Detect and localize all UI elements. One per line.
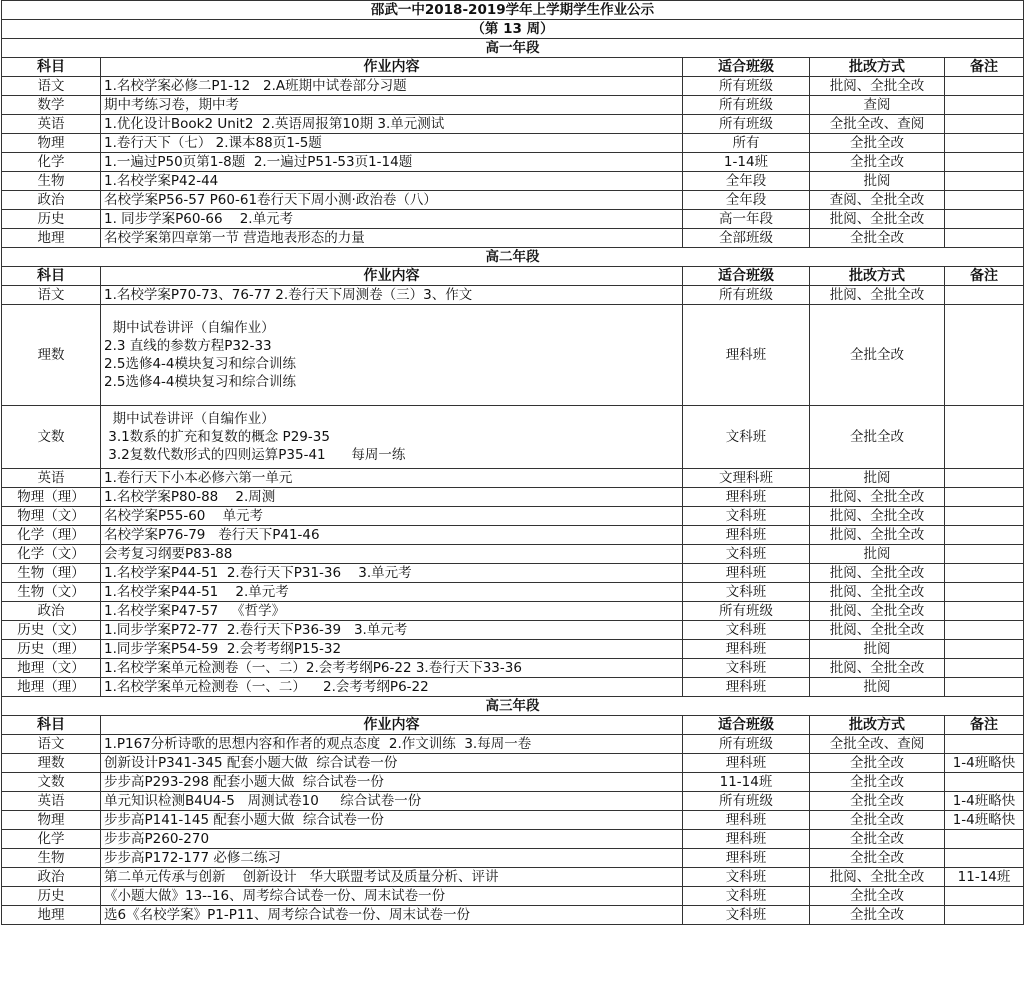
classes-cell: 11-14班 xyxy=(683,773,810,792)
marking-cell: 批阅、全批全改 xyxy=(810,488,945,507)
marking-cell: 查阅、全批全改 xyxy=(810,191,945,210)
classes-cell: 理科班 xyxy=(683,488,810,507)
classes-cell: 全年段 xyxy=(683,191,810,210)
classes-cell: 文科班 xyxy=(683,659,810,678)
marking-cell: 批阅 xyxy=(810,545,945,564)
classes-cell: 理科班 xyxy=(683,830,810,849)
table-row xyxy=(2,134,1024,153)
header-row xyxy=(2,58,1024,77)
col-subject-header: 科目 xyxy=(2,267,101,286)
content-cell xyxy=(101,115,683,134)
content-line: 选6《名校学案》P1-P11、周考综合试卷一份、周末试卷一份 xyxy=(104,907,471,923)
note-cell xyxy=(945,564,1024,583)
note-cell xyxy=(945,305,1024,406)
table-row xyxy=(2,153,1024,172)
marking-cell: 批阅 xyxy=(810,640,945,659)
table-row xyxy=(2,640,1024,659)
subject-cell: 化学 xyxy=(2,830,101,849)
note-cell: 1-4班略快 xyxy=(945,792,1024,811)
subject-cell: 化学 xyxy=(2,153,101,172)
note-cell xyxy=(945,830,1024,849)
classes-cell: 理科班 xyxy=(683,811,810,830)
content-line: 1.名校学案P70-73、76-77 2.卷行天下周测卷（三）3、作文 xyxy=(104,287,473,303)
classes-cell: 所有班级 xyxy=(683,115,810,134)
content-line: 1.优化设计Book2 Unit2 2.英语周报第10期 3.单元测试 xyxy=(104,116,445,132)
week-row xyxy=(2,20,1024,39)
content-line: 步步高P141-145 配套小题大做 综合试卷一份 xyxy=(104,812,384,828)
content-line: 《小题大做》13--16、周考综合试卷一份、周末试卷一份 xyxy=(104,888,446,904)
note-cell xyxy=(945,153,1024,172)
marking-cell: 批阅 xyxy=(810,469,945,488)
col-note-header: 备注 xyxy=(945,716,1024,735)
note-cell xyxy=(945,887,1024,906)
content-cell xyxy=(101,305,683,406)
table-row xyxy=(2,191,1024,210)
content-line: 1.名校学案单元检测卷（一、二） 2.会考考纲P6-22 xyxy=(104,679,429,695)
note-cell xyxy=(945,172,1024,191)
note-cell xyxy=(945,286,1024,305)
note-cell xyxy=(945,583,1024,602)
table-row xyxy=(2,754,1024,773)
content-cell xyxy=(101,868,683,887)
content-cell xyxy=(101,191,683,210)
classes-cell: 所有班级 xyxy=(683,735,810,754)
table-row xyxy=(2,887,1024,906)
grade-title: 高二年段 xyxy=(2,248,1024,267)
subject-cell: 地理（理） xyxy=(2,678,101,697)
subject-cell: 政治 xyxy=(2,602,101,621)
content-cell xyxy=(101,469,683,488)
content-line: 1.卷行天下（七） 2.课本88页1-5题 xyxy=(104,135,322,151)
subject-cell: 物理（文） xyxy=(2,507,101,526)
content-cell xyxy=(101,621,683,640)
content-line: 单元知识检测B4U4-5 周测试卷10 综合试卷一份 xyxy=(104,793,422,809)
note-cell xyxy=(945,526,1024,545)
note-cell xyxy=(945,406,1024,469)
col-marking-header: 批改方式 xyxy=(810,716,945,735)
subject-cell: 政治 xyxy=(2,191,101,210)
subject-cell: 地理（文） xyxy=(2,659,101,678)
classes-cell: 理科班 xyxy=(683,849,810,868)
classes-cell: 文科班 xyxy=(683,887,810,906)
col-note-header: 备注 xyxy=(945,58,1024,77)
subject-cell: 生物 xyxy=(2,849,101,868)
subject-cell: 生物（理） xyxy=(2,564,101,583)
classes-cell: 理科班 xyxy=(683,305,810,406)
marking-cell: 全批全改 xyxy=(810,811,945,830)
content-cell xyxy=(101,659,683,678)
marking-cell: 批阅、全批全改 xyxy=(810,621,945,640)
subject-cell: 化学（文） xyxy=(2,545,101,564)
marking-cell: 全批全改 xyxy=(810,229,945,248)
content-line: 第二单元传承与创新 创新设计 华大联盟考试及质量分析、评讲 xyxy=(104,869,499,885)
table-row xyxy=(2,773,1024,792)
content-cell xyxy=(101,286,683,305)
marking-cell: 全批全改 xyxy=(810,773,945,792)
subject-cell: 语文 xyxy=(2,77,101,96)
subject-cell: 文数 xyxy=(2,406,101,469)
marking-cell: 批阅、全批全改 xyxy=(810,526,945,545)
grade-title: 高一年段 xyxy=(2,39,1024,58)
content-line: 1.一遍过P50页第1-8题 2.一遍过P51-53页1-14题 xyxy=(104,154,413,170)
content-cell xyxy=(101,602,683,621)
classes-cell: 所有班级 xyxy=(683,286,810,305)
marking-cell: 全批全改 xyxy=(810,134,945,153)
note-cell xyxy=(945,191,1024,210)
subject-cell: 地理 xyxy=(2,229,101,248)
table-row xyxy=(2,659,1024,678)
marking-cell: 全批全改 xyxy=(810,754,945,773)
subject-cell: 物理 xyxy=(2,134,101,153)
marking-cell: 全批全改 xyxy=(810,849,945,868)
marking-cell: 批阅、全批全改 xyxy=(810,210,945,229)
table-row xyxy=(2,406,1024,469)
classes-cell: 所有班级 xyxy=(683,792,810,811)
marking-cell: 批阅、全批全改 xyxy=(810,583,945,602)
title-row xyxy=(2,1,1024,20)
marking-cell: 批阅、全批全改 xyxy=(810,602,945,621)
header-row xyxy=(2,716,1024,735)
subject-cell: 英语 xyxy=(2,115,101,134)
marking-cell: 批阅、全批全改 xyxy=(810,659,945,678)
table-row xyxy=(2,172,1024,191)
note-cell xyxy=(945,735,1024,754)
col-marking-header: 批改方式 xyxy=(810,58,945,77)
homework-table xyxy=(1,0,1024,925)
col-classes-header: 适合班级 xyxy=(683,716,810,735)
table-row xyxy=(2,792,1024,811)
col-marking-header: 批改方式 xyxy=(810,267,945,286)
note-cell xyxy=(945,469,1024,488)
header-row xyxy=(2,267,1024,286)
subject-cell: 语文 xyxy=(2,735,101,754)
marking-cell: 批阅 xyxy=(810,678,945,697)
content-line: 1.名校学案P80-88 2.周测 xyxy=(104,489,276,505)
content-cell xyxy=(101,526,683,545)
marking-cell: 全批全改 xyxy=(810,305,945,406)
week-label: （第 13 周） xyxy=(2,20,1024,39)
subject-cell: 历史 xyxy=(2,210,101,229)
col-content-header: 作业内容 xyxy=(101,58,683,77)
content-line: 1.名校学案P42-44 xyxy=(104,173,219,189)
note-cell xyxy=(945,545,1024,564)
classes-cell: 理科班 xyxy=(683,640,810,659)
classes-cell: 文科班 xyxy=(683,507,810,526)
classes-cell: 全部班级 xyxy=(683,229,810,248)
subject-cell: 生物（文） xyxy=(2,583,101,602)
content-line: 步步高P293-298 配套小题大做 综合试卷一份 xyxy=(104,774,384,790)
table-row xyxy=(2,906,1024,925)
table-row xyxy=(2,830,1024,849)
content-cell xyxy=(101,906,683,925)
note-cell xyxy=(945,210,1024,229)
table-row xyxy=(2,735,1024,754)
content-cell xyxy=(101,545,683,564)
content-cell xyxy=(101,77,683,96)
content-line: 3.1数系的扩充和复数的概念 P29-35 xyxy=(104,429,330,445)
table-row xyxy=(2,602,1024,621)
note-cell xyxy=(945,229,1024,248)
grade-row xyxy=(2,248,1024,267)
marking-cell: 全批全改 xyxy=(810,792,945,811)
content-line: 会考复习纲要P83-88 xyxy=(104,546,233,562)
content-line: 2.3 直线的参数方程P32-33 xyxy=(104,338,272,354)
table-body xyxy=(2,1,1024,925)
table-row xyxy=(2,210,1024,229)
marking-cell: 全批全改 xyxy=(810,153,945,172)
subject-cell: 英语 xyxy=(2,469,101,488)
content-cell xyxy=(101,811,683,830)
note-cell xyxy=(945,906,1024,925)
content-cell xyxy=(101,229,683,248)
marking-cell: 全批全改 xyxy=(810,406,945,469)
table-row xyxy=(2,286,1024,305)
classes-cell: 理科班 xyxy=(683,678,810,697)
content-line: 期中考练习卷，期中考 xyxy=(104,97,239,113)
table-row xyxy=(2,115,1024,134)
content-line: 1.名校学案单元检测卷（一、二）2.会考考纲P6-22 3.卷行天下33-36 xyxy=(104,660,522,676)
table-row xyxy=(2,488,1024,507)
content-line: 1.名校学案P44-51 2.卷行天下P31-36 3.单元考 xyxy=(104,565,412,581)
marking-cell: 批阅、全批全改 xyxy=(810,868,945,887)
classes-cell: 理科班 xyxy=(683,564,810,583)
marking-cell: 批阅、全批全改 xyxy=(810,507,945,526)
content-line: 名校学案P55-60 单元考 xyxy=(104,508,264,524)
note-cell xyxy=(945,678,1024,697)
subject-cell: 地理 xyxy=(2,906,101,925)
table-row xyxy=(2,678,1024,697)
classes-cell: 所有班级 xyxy=(683,77,810,96)
classes-cell: 文科班 xyxy=(683,545,810,564)
classes-cell: 全年段 xyxy=(683,172,810,191)
content-line: 期中试卷讲评（自编作业） xyxy=(104,411,275,427)
classes-cell: 所有 xyxy=(683,134,810,153)
content-line: 1.名校学案P44-51 2.单元考 xyxy=(104,584,289,600)
table-row xyxy=(2,507,1024,526)
content-line: 1.P167分析诗歌的思想内容和作者的观点态度 2.作文训练 3.每周一卷 xyxy=(104,736,532,752)
table-row xyxy=(2,96,1024,115)
subject-cell: 文数 xyxy=(2,773,101,792)
classes-cell: 所有班级 xyxy=(683,602,810,621)
grade-row xyxy=(2,697,1024,716)
content-line: 步步高P260-270 xyxy=(104,831,210,847)
grade-row xyxy=(2,39,1024,58)
content-cell xyxy=(101,172,683,191)
note-cell xyxy=(945,134,1024,153)
content-cell xyxy=(101,640,683,659)
page-title: 邵武一中2018-2019学年上学期学生作业公示 xyxy=(2,1,1024,20)
content-cell xyxy=(101,792,683,811)
content-cell xyxy=(101,754,683,773)
content-line: 名校学案第四章第一节 营造地表形态的力量 xyxy=(104,230,365,246)
content-line: 2.5选修4-4模块复习和综合训练 xyxy=(104,356,297,372)
table-row xyxy=(2,469,1024,488)
subject-cell: 语文 xyxy=(2,286,101,305)
subject-cell: 化学（理） xyxy=(2,526,101,545)
marking-cell: 批阅、全批全改 xyxy=(810,286,945,305)
content-line: 1.名校学案P47-57 《哲学》 xyxy=(104,603,286,619)
note-cell: 11-14班 xyxy=(945,868,1024,887)
content-line: 1.同步学案P54-59 2.会考考纲P15-32 xyxy=(104,641,342,657)
col-classes-header: 适合班级 xyxy=(683,58,810,77)
content-line: 名校学案P76-79 卷行天下P41-46 xyxy=(104,527,320,543)
note-cell xyxy=(945,640,1024,659)
subject-cell: 数学 xyxy=(2,96,101,115)
content-line: 3.2复数代数形式的四则运算P35-41 每周一练 xyxy=(104,447,406,463)
table-row xyxy=(2,621,1024,640)
content-line: 1.同步学案P72-77 2.卷行天下P36-39 3.单元考 xyxy=(104,622,408,638)
subject-cell: 历史（理） xyxy=(2,640,101,659)
table-row xyxy=(2,305,1024,406)
subject-cell: 理数 xyxy=(2,754,101,773)
content-line: 1. 同步学案P60-66 2.单元考 xyxy=(104,211,294,227)
classes-cell: 文理科班 xyxy=(683,469,810,488)
subject-cell: 物理（理） xyxy=(2,488,101,507)
content-cell xyxy=(101,210,683,229)
content-cell xyxy=(101,134,683,153)
note-cell xyxy=(945,602,1024,621)
classes-cell: 文科班 xyxy=(683,583,810,602)
note-cell xyxy=(945,115,1024,134)
content-cell xyxy=(101,96,683,115)
classes-cell: 所有班级 xyxy=(683,96,810,115)
content-cell xyxy=(101,564,683,583)
content-cell xyxy=(101,849,683,868)
note-cell xyxy=(945,488,1024,507)
classes-cell: 文科班 xyxy=(683,868,810,887)
note-cell: 1-4班略快 xyxy=(945,811,1024,830)
content-cell xyxy=(101,830,683,849)
classes-cell: 文科班 xyxy=(683,621,810,640)
classes-cell: 理科班 xyxy=(683,754,810,773)
content-cell xyxy=(101,583,683,602)
subject-cell: 历史 xyxy=(2,887,101,906)
note-cell xyxy=(945,773,1024,792)
classes-cell: 文科班 xyxy=(683,906,810,925)
content-line: 创新设计P341-345 配套小题大做 综合试卷一份 xyxy=(104,755,398,771)
content-line: 2.5选修4-4模块复习和综合训练 xyxy=(104,374,297,390)
subject-cell: 历史（文） xyxy=(2,621,101,640)
col-content-header: 作业内容 xyxy=(101,716,683,735)
table-row xyxy=(2,811,1024,830)
content-cell xyxy=(101,887,683,906)
content-line: 名校学案P56-57 P60-61卷行天下周小测·政治卷（八） xyxy=(104,192,437,208)
marking-cell: 全批全改 xyxy=(810,887,945,906)
subject-cell: 政治 xyxy=(2,868,101,887)
content-line: 1.卷行天下小本必修六第一单元 xyxy=(104,470,293,486)
marking-cell: 全批全改、查阅 xyxy=(810,735,945,754)
note-cell xyxy=(945,77,1024,96)
classes-cell: 理科班 xyxy=(683,526,810,545)
grade-title: 高三年段 xyxy=(2,697,1024,716)
subject-cell: 生物 xyxy=(2,172,101,191)
note-cell xyxy=(945,621,1024,640)
table-row xyxy=(2,868,1024,887)
content-line: 1.名校学案必修二P1-12 2.A班期中试卷部分习题 xyxy=(104,78,407,94)
table-row xyxy=(2,849,1024,868)
marking-cell: 全批全改、查阅 xyxy=(810,115,945,134)
col-note-header: 备注 xyxy=(945,267,1024,286)
content-line: 期中试卷讲评（自编作业） xyxy=(104,320,275,336)
marking-cell: 全批全改 xyxy=(810,830,945,849)
subject-cell: 物理 xyxy=(2,811,101,830)
subject-cell: 理数 xyxy=(2,305,101,406)
content-cell xyxy=(101,735,683,754)
marking-cell: 批阅 xyxy=(810,172,945,191)
col-subject-header: 科目 xyxy=(2,58,101,77)
content-cell xyxy=(101,488,683,507)
table-row xyxy=(2,526,1024,545)
note-cell: 1-4班略快 xyxy=(945,754,1024,773)
col-classes-header: 适合班级 xyxy=(683,267,810,286)
note-cell xyxy=(945,849,1024,868)
content-cell xyxy=(101,773,683,792)
classes-cell: 高一年段 xyxy=(683,210,810,229)
table-row xyxy=(2,77,1024,96)
subject-cell: 英语 xyxy=(2,792,101,811)
note-cell xyxy=(945,96,1024,115)
marking-cell: 全批全改 xyxy=(810,906,945,925)
content-cell xyxy=(101,153,683,172)
content-cell xyxy=(101,507,683,526)
note-cell xyxy=(945,659,1024,678)
marking-cell: 批阅、全批全改 xyxy=(810,564,945,583)
content-cell xyxy=(101,678,683,697)
classes-cell: 文科班 xyxy=(683,406,810,469)
marking-cell: 查阅 xyxy=(810,96,945,115)
classes-cell: 1-14班 xyxy=(683,153,810,172)
col-subject-header: 科目 xyxy=(2,716,101,735)
table-row xyxy=(2,583,1024,602)
content-cell xyxy=(101,406,683,469)
table-row xyxy=(2,545,1024,564)
note-cell xyxy=(945,507,1024,526)
marking-cell: 批阅、全批全改 xyxy=(810,77,945,96)
col-content-header: 作业内容 xyxy=(101,267,683,286)
content-line: 步步高P172-177 必修二练习 xyxy=(104,850,281,866)
table-row xyxy=(2,564,1024,583)
table-row xyxy=(2,229,1024,248)
